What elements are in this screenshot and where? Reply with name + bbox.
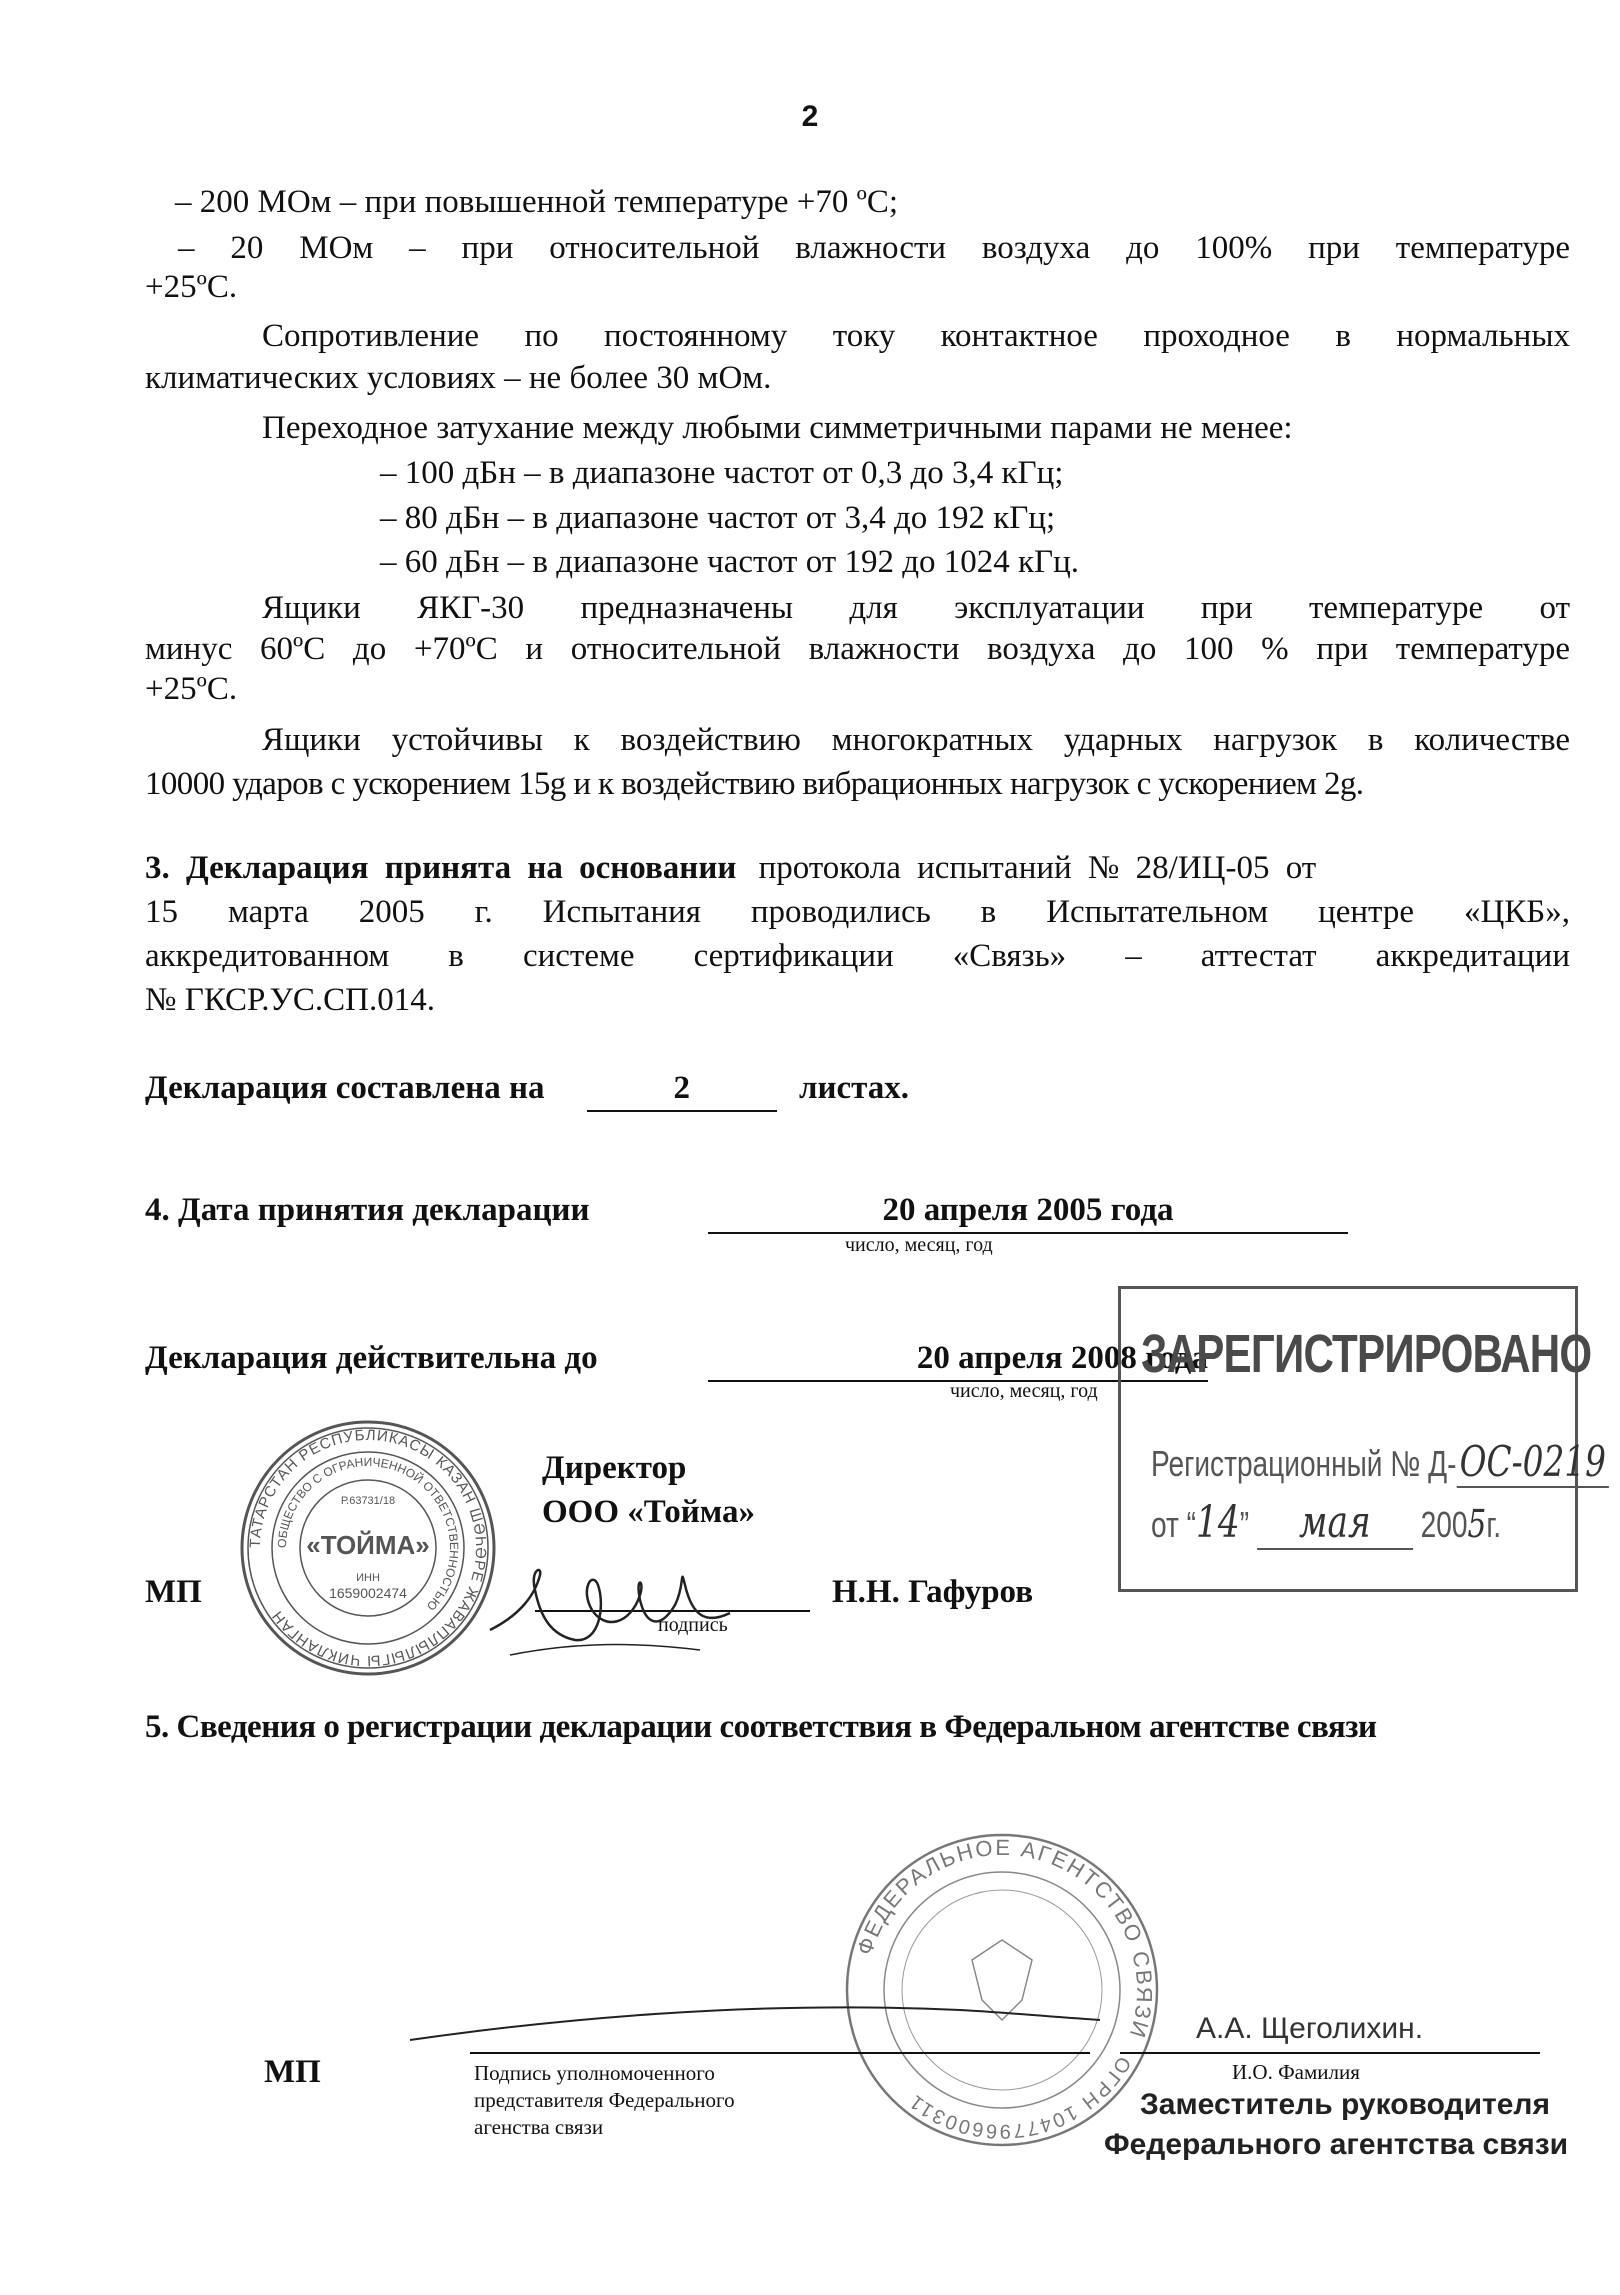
text-line: минус 60ºС до +70ºС и относительной влажности воздуха до 100 % при температуре <box>145 631 1570 667</box>
text-line: № ГКСР.УС.СП.014. <box>145 982 435 1018</box>
signatory-title: Директор <box>542 1450 687 1486</box>
federal-sign-caption-3: агенства связи <box>474 2115 604 2139</box>
stamp-title: ЗАРЕГИСТРИРОВАНО <box>1141 1324 1592 1384</box>
text-line: 15 марта 2005 г. Испытания проводились в Испытательном центре «ЦКБ», <box>145 894 1570 930</box>
seal-reg: Р.63731/18 <box>340 1495 396 1507</box>
valid-date: 20 апреля 2008 года <box>708 1336 1208 1382</box>
federal-name-line <box>1120 2052 1540 2054</box>
sheets-value: 2 <box>587 1066 777 1112</box>
seal-outer-text: ТАТАРСТАН РЕСПУБЛИКАСЫ КАЗАН ШӘҺӘРЕ ЖАВАПЛЫЛЫГЫ ЧИКЛАНГАН <box>246 1426 490 1670</box>
stamp-reg-line <box>1151 1437 1609 1486</box>
text-line: Ящики ЯКГ-30 предназначены для эксплуатации при температуре от <box>262 590 1570 626</box>
stamp-date-line: от “14” мая 2005г. <box>1151 1497 1502 1548</box>
valid-label: Декларация действительна до <box>145 1340 598 1376</box>
text-line: 10000 ударов с ускорением 15g и к воздействию вибрационных нагрузок с ускорением 2g. <box>145 766 1364 802</box>
federal-mp: МП <box>264 2054 321 2090</box>
federal-sign-caption-2: представителя Федерального <box>474 2088 735 2112</box>
text-line: Ящики устойчивы к воздействию многократных ударных нагрузок в количестве <box>262 722 1570 758</box>
section3-text: протокола испытаний № 28/ИЦ-05 от <box>758 850 1317 886</box>
sheets-line <box>145 1066 1570 1112</box>
signature-caption: подпись <box>658 1614 728 1636</box>
text-line: – 80 дБн – в диапазоне частот от 3,4 до 192 кГц; <box>380 500 1056 536</box>
signatory-org: ООО «Тойма» <box>542 1494 756 1530</box>
section3-line1 <box>145 846 1570 890</box>
page-number: 2 <box>801 100 819 133</box>
section4-caption: число, месяц, год <box>845 1234 993 1256</box>
stamp-day: 14 <box>1196 1497 1240 1548</box>
stamp-year-end: г. <box>1486 1504 1502 1545</box>
federal-position-1: Заместитель руководителя <box>1140 2088 1550 2121</box>
toima-seal <box>236 1416 500 1680</box>
text-line: +25ºС. <box>145 671 238 707</box>
federal-sign-line <box>470 2052 1090 2054</box>
text-line: +25ºС. <box>145 269 238 305</box>
seal-inn: 1659002474 <box>329 1585 407 1601</box>
text-line: – 200 МОм – при повышенной температуре +70 ºС; <box>175 184 899 220</box>
section4-date: 20 апреля 2005 года <box>708 1188 1348 1234</box>
federal-signature-scribble <box>400 1990 1160 2070</box>
section3-heading: 3. Декларация принята на основании <box>145 850 737 886</box>
signatory-name: Н.Н. Гафуров <box>832 1574 1034 1610</box>
text-line: Сопротивление по постоянному току контактное проходное в нормальных <box>262 318 1570 354</box>
seal-center: «ТОЙМА» <box>306 1530 430 1560</box>
stamp-year-prefix: 200 <box>1420 1504 1468 1545</box>
text-line: – 60 дБн – в диапазоне частот от 192 до 1024 кГц. <box>380 544 1080 580</box>
federal-name: А.А. Щеголихин. <box>1196 2012 1424 2045</box>
seal-inner-text: ОБЩЕСТВО С ОГРАНИЧЕННОЙ ОТВЕТСТВЕННОСТЬЮ <box>274 1454 462 1614</box>
federal-seal-ogrn: ОГРН 1047796600311 <box>904 2052 1135 2143</box>
stamp-reg-label: Регистрационный № Д- <box>1151 1443 1457 1484</box>
seal-inn-label: ИНН <box>356 1572 380 1584</box>
stamp-reg-value: ОС-0219 <box>1457 1437 1610 1488</box>
sheets-suffix: листах. <box>799 1070 910 1106</box>
signature-scribble <box>480 1535 740 1675</box>
text-line: Переходное затухание между любыми симметричными парами не менее: <box>262 410 1293 446</box>
stamp-month: мая <box>1257 1497 1413 1550</box>
registration-stamp <box>1118 1286 1607 1592</box>
text-line: – 100 дБн – в диапазоне частот от 0,3 до 3,4 кГц; <box>380 455 1064 491</box>
valid-caption: число, месяц, год <box>950 1380 1098 1402</box>
text-line: – 20 МОм – при относительной влажности воздуха до 100% при температуре <box>178 230 1570 266</box>
text-line: аккредитованном в системе сертификации «Связь» – аттестат аккредитации <box>145 938 1570 974</box>
section4-label: 4. Дата принятия декларации <box>145 1192 590 1228</box>
stamp-year-suffix: 5 <box>1467 1502 1487 1546</box>
federal-seal-text: ФЕДЕРАЛЬНОЕ АГЕНТСТВО СВЯЗИ <box>851 1834 1158 2043</box>
section5-title: 5. Сведения о регистрации декларации соответствия в Федеральном агентстве связи <box>145 1709 1377 1745</box>
sheets-label: Декларация составлена на <box>145 1070 545 1106</box>
federal-sign-caption-1: Подпись уполномоченного <box>474 2061 715 2085</box>
mp-label: МП <box>145 1574 202 1610</box>
federal-position-2: Федерального агентства связи <box>1104 2128 1569 2161</box>
federal-name-caption: И.О. Фамилия <box>1232 2060 1360 2084</box>
stamp-date-prefix: от “ <box>1151 1504 1197 1545</box>
text-line: климатических условиях – не более 30 мОм. <box>145 360 772 396</box>
